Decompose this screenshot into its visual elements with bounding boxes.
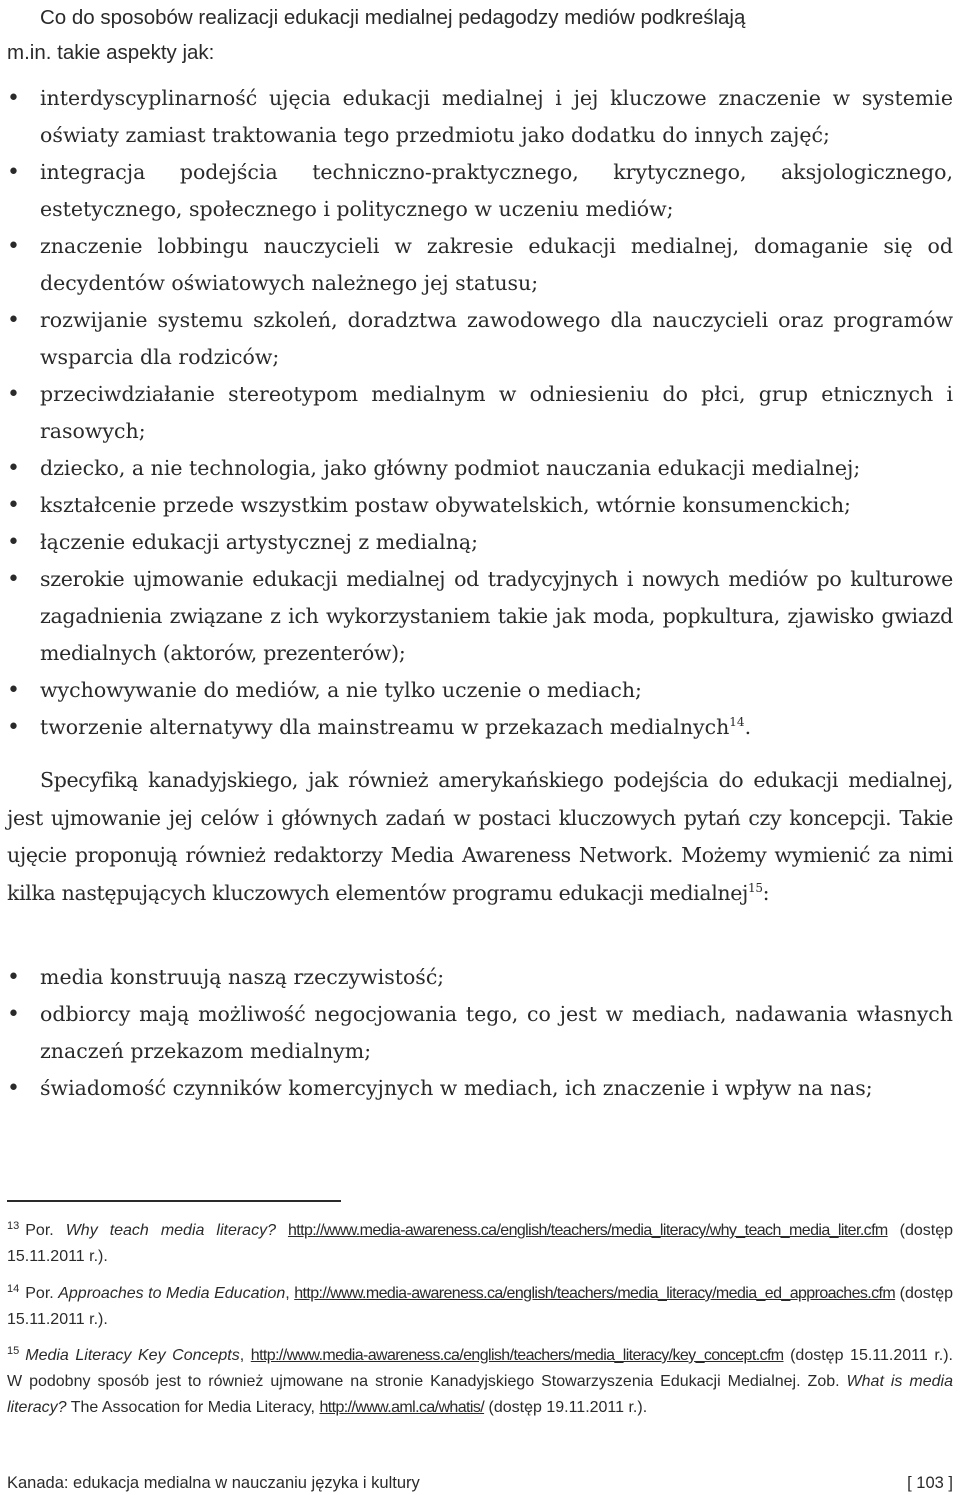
footnote-suffix: (dostęp 19.11.2011 r.). [484, 1399, 648, 1416]
list-item: • integracja podejścia techniczno-praktycznego, krytycznego, aksjologicznego, estetycznego, społecznego i politycznego w uczeniu mediów; [0, 154, 953, 228]
paragraph-first-line: Specyfiką kanadyjskiego, jak również amerykańskiego podejścia do edukacji [40, 768, 839, 792]
footnote-title: Why teach media literacy? [65, 1222, 276, 1239]
footnote-separator-text: , [285, 1285, 295, 1302]
footnote-link-2[interactable]: http://www.aml.ca/whatis/ [319, 1399, 485, 1416]
list-item: • rozwijanie systemu szkoleń, doradztwa zawodowego dla nauczycieli oraz programów wsparcia dla rodziców; [0, 302, 953, 376]
paragraph-end: : [762, 880, 770, 905]
list-item: • dziecko, a nie technologia, jako główny podmiot nauczania edukacji medialnej; [0, 450, 953, 487]
intro-line-2: m.in. takie aspekty jak: [7, 41, 215, 64]
footnote-separator [7, 1200, 341, 1202]
paragraph-rest: medialnej, jest ujmowanie jej celów i głównych zadań w postaci kluczowych pytań czy koncepcji. Takie ujęcie proponują również redaktorzy Media Awareness Network. Możemy wymienić za nimi kilka następujących kluczowych elementów programu edukacji medialnej [7, 768, 953, 905]
footnote-separator-text: , [239, 1347, 251, 1364]
list-item: • odbiorcy mają możliwość negocjowania tego, co jest w mediach, nadawania własnych znaczeń przekazom medialnym; [0, 996, 953, 1070]
list-item-text: tworzenie alternatywy dla mainstreamu w przekazach medialnych [40, 715, 730, 739]
footnote-13 [7, 1213, 953, 1270]
footnote-link[interactable]: http://www.media-awareness.ca/english/teachers/media_literacy/key_concept.cfm [250, 1347, 784, 1364]
footnote-number: 15 [7, 1345, 20, 1357]
list-item: • szerokie ujmowanie edukacji medialnej od tradycyjnych i nowych mediów po kulturowe zagadnienia związane z ich wykorzystaniem takie jak moda, popkultura, zjawisko gwiazd medialnych (aktorów, prezenterów); [0, 561, 953, 672]
footnote-link[interactable]: http://www.media-awareness.ca/english/teachers/media_literacy/media_ed_approaches.cfm [294, 1285, 896, 1302]
body-paragraph [7, 762, 953, 912]
page-footer [7, 1471, 953, 1495]
footnote-number: 14 [7, 1283, 20, 1295]
list-item: • interdyscyplinarność ujęcia edukacji medialnej i jej kluczowe znaczenie w systemie oświaty zamiast traktowania tego przedmiotu jako dodatku do innych zajęć; [0, 80, 953, 154]
footnote-prefix: Por. [25, 1222, 66, 1239]
footnote-link[interactable]: http://www.media-awareness.ca/english/teachers/media_literacy/why_teach_media_liter.cfm [287, 1222, 888, 1239]
footer-title: Kanada: edukacja medialna w nauczaniu języka i kultury [7, 1474, 420, 1492]
footnote-text-2: The Assocation for Media Literacy, [66, 1399, 320, 1416]
list-item: • kształcenie przede wszystkim postaw obywatelskich, wtórnie konsumenckich; [0, 487, 953, 524]
key-elements-list [0, 959, 953, 1107]
intro-paragraph [7, 0, 953, 70]
footnote-prefix: Por. [25, 1285, 59, 1302]
intro-line-1: Co do sposobów realizacji edukacji medialnej pedagodzy mediów podkreślają [40, 6, 746, 29]
list-item: • przeciwdziałanie stereotypom medialnym w odniesieniu do płci, grup etnicznych i rasowych; [0, 376, 953, 450]
list-item: • media konstruują naszą rzeczywistość; [0, 959, 953, 996]
list-item: • łączenie edukacji artystycznej z medialną; [0, 524, 953, 561]
footnote-suffix: (dostęp 15.11.2011 r.). [7, 1285, 954, 1328]
footnote-text: (dostęp 15.11.2011 r.). W podobny sposób jest to również ujmowane na stronie Kanadyjskiego Stowarzyszenia Edukacji Medialnej. Zob. [7, 1347, 953, 1390]
footnote-15 [7, 1338, 953, 1421]
footnote-suffix: (dostęp 15.11.2011 r.). [7, 1222, 953, 1265]
footnote-title-2: What is media literacy? [7, 1373, 953, 1416]
footnote-number: 13 [7, 1220, 20, 1232]
aspects-list [0, 80, 953, 746]
list-item: • świadomość czynników komercyjnych w mediach, ich znaczenie i wpływ na nas; [0, 1070, 953, 1107]
footnote-title: Approaches to Media Education [58, 1285, 286, 1302]
list-item [0, 709, 953, 746]
footnote-ref-15[interactable]: 15 [748, 880, 763, 895]
page-number: [ 103 ] [907, 1474, 953, 1492]
footnote-ref-14[interactable]: 14 [729, 715, 745, 729]
footnote-14 [7, 1276, 953, 1333]
list-item-end: . [744, 715, 752, 739]
list-item: • znaczenie lobbingu nauczycieli w zakresie edukacji medialnej, domaganie się od decydentów oświatowych należnego jej statusu; [0, 228, 953, 302]
list-item: • wychowywanie do mediów, a nie tylko uczenie o mediach; [0, 672, 953, 709]
footnote-title: Media Literacy Key Concepts [25, 1347, 240, 1364]
